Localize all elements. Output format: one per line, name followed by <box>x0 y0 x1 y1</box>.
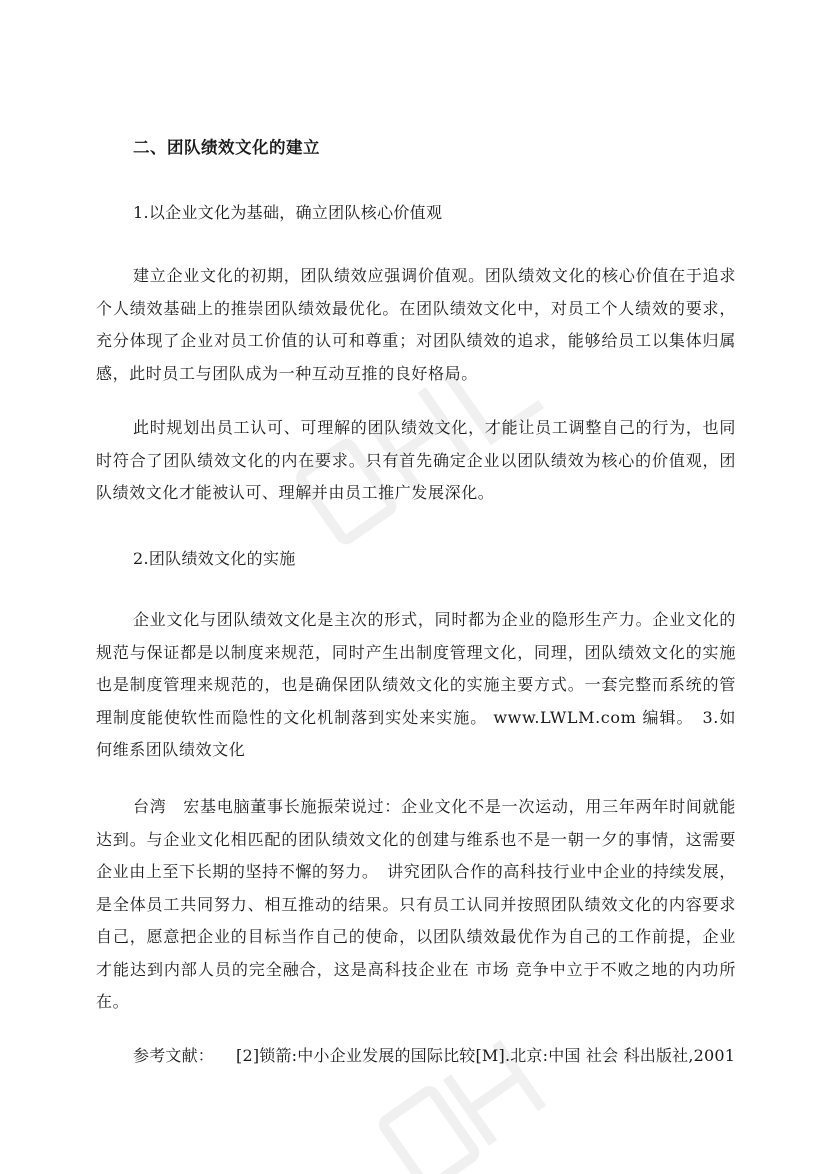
paragraph-4: 台湾 宏基电脑董事长施振荣说过：企业文化不是一次运动，用三年两年时间就能达到。与企业文化相匹配的团队绩效文化的创建与维系也不是一朝一夕的事情，这需要企业由上至下长期的坚持不懈的努力。 讲究团队合作的高科技行业中企业的持续发展，是全体员工共同努力、相互推动的结果。只有员工认同并按照团队绩效文化的内容要求自己，愿意把企业的目标当作自己的使命，以团队绩效最优作为自己的工作前提，企业才能达到内部人员的完全融合，这是高科技企业在 市场 竞争中立于不败之地的内功所在。 <box>96 797 736 1011</box>
section-title: 二、团队绩效文化的建立 <box>133 138 320 157</box>
paragraph-3: 企业文化与团队绩效文化是主次的形式，同时都为企业的隐形生产力。企业文化的规范与保证都是以制度来规范，同时产生出制度管理文化，同理，团队绩效文化的实施也是制度管理来规范的，也是确保团队绩效文化的实施主要方式。一套完整而系统的管理制度能使软性而隐性的文化机制落到实处来实施。 www.LWLM.com 编辑。 3.如何维系团队绩效文化 <box>96 610 736 759</box>
reference-item: [2]锁箭:中小企业发展的国际比较[M].北京:中国 社会 科出版社,2001 <box>236 1046 736 1065</box>
subsection-heading-2: 2.团队绩效文化的实施 <box>133 549 296 568</box>
paragraph-2: 此时规划出员工认可、可理解的团队绩效文化，才能让员工调整自己的行为，也同时符合了团队绩效文化的内在要求。只有首先确定企业以团队绩效为核心的价值观，团队绩效文化才能被认可、理解并由员工推广发展深化。 <box>96 418 736 502</box>
references-label: 参考文献： <box>133 1046 215 1065</box>
paragraph-1: 建立企业文化的初期，团队绩效应强调价值观。团队绩效文化的核心价值在于追求个人绩效基础上的推崇团队绩效最优化。在团队绩效文化中，对员工个人绩效的要求，充分体现了企业对员工价值的认可和尊重；对团队绩效的追求，能够给员工以集体归属感，此时员工与团队成为一种互动互推的良好格局。 <box>96 266 736 383</box>
references <box>133 1043 735 1066</box>
subsection-heading-1: 1.以企业文化为基础，确立团队核心价值观 <box>133 203 443 222</box>
